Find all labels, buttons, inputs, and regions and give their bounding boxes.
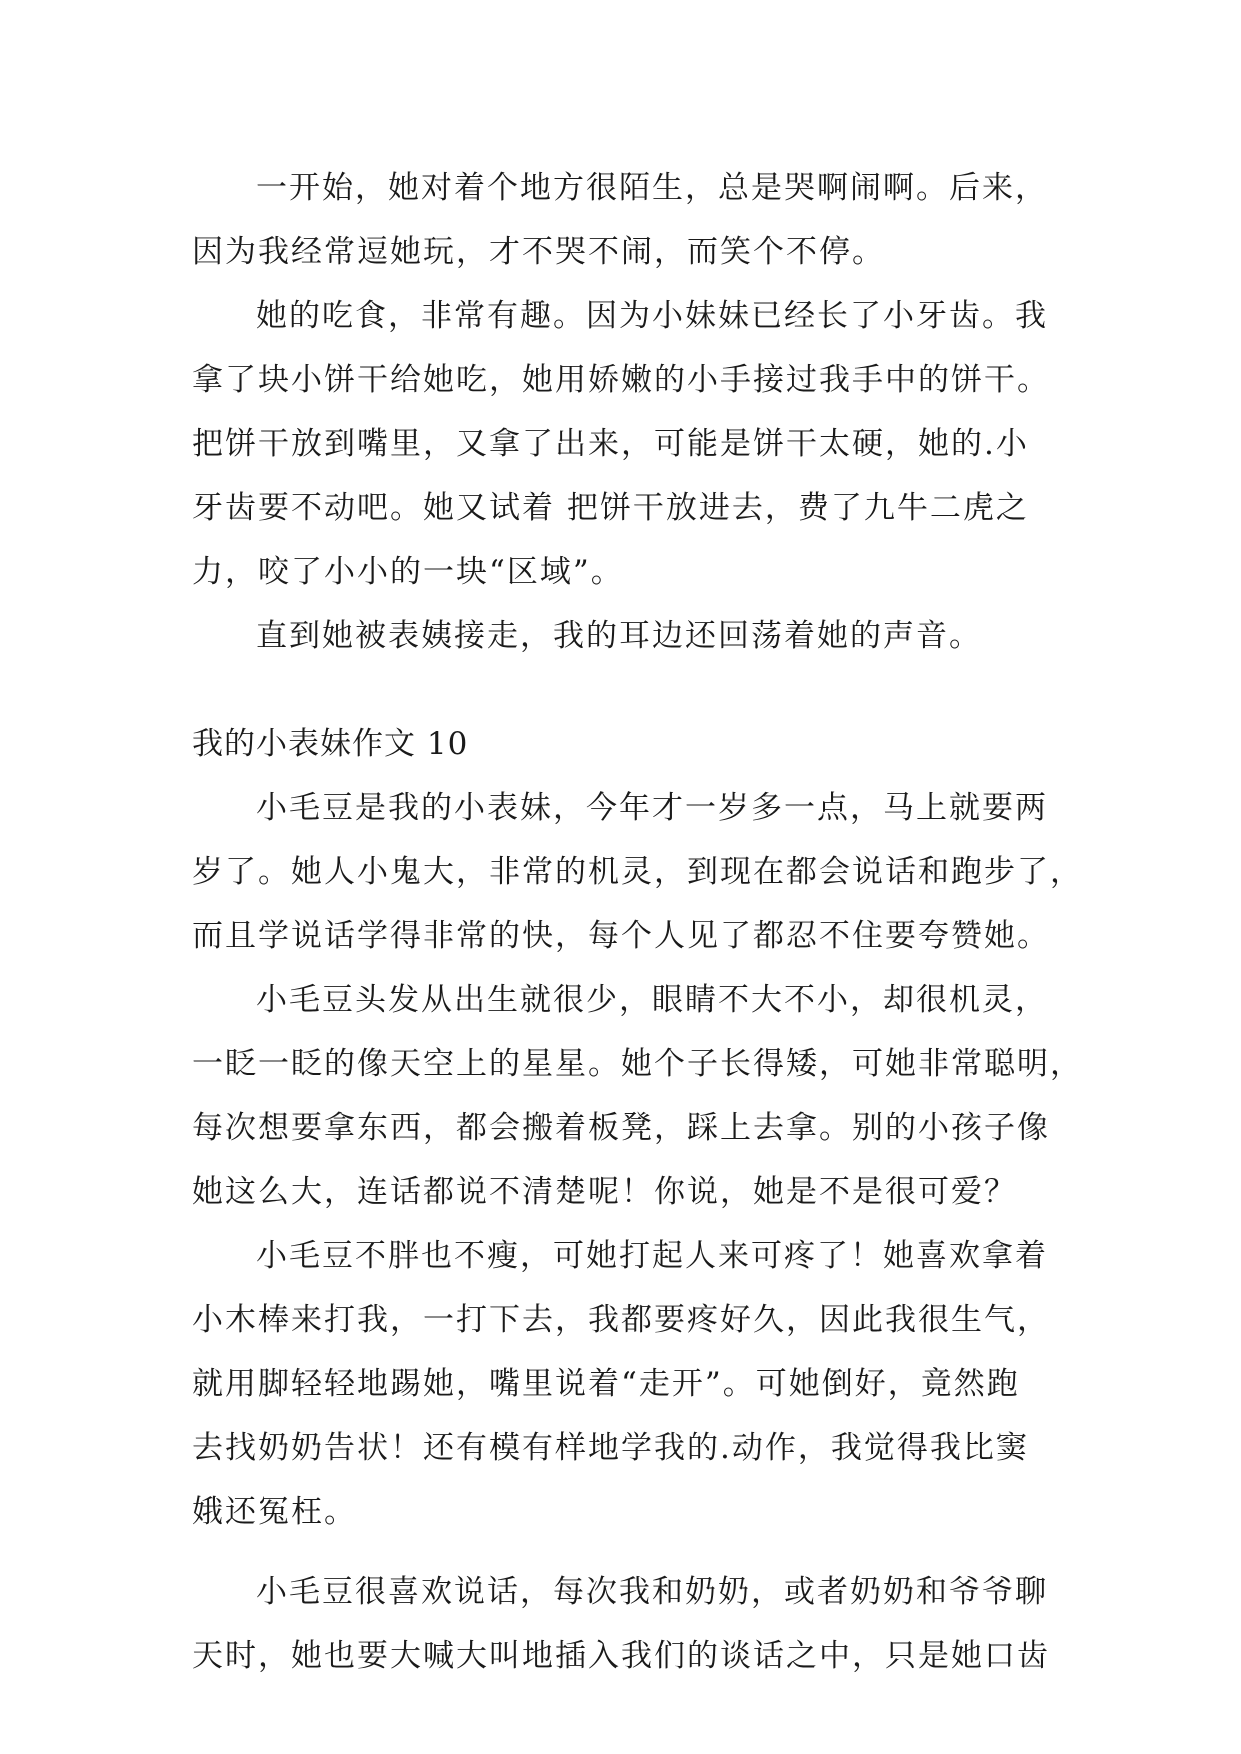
- paragraph-line: 小毛豆不胖也不瘦，可她打起人来可疼了！她喜欢拿着: [256, 1238, 1048, 1274]
- paragraph-line: 小毛豆是我的小表妹，今年才一岁多一点，马上就要两: [256, 790, 1048, 826]
- paragraph-line: 每次想要拿东西，都会搬着板凳，踩上去拿。别的小孩子像: [192, 1110, 1050, 1146]
- paragraph-line: 娥还冤枉。: [192, 1494, 357, 1530]
- section-heading: 我的小表妹作文 10: [192, 726, 469, 762]
- paragraph-line: 拿了块小饼干给她吃，她用娇嫩的小手接过我手中的饼干。: [192, 362, 1050, 398]
- paragraph-line: 她这么大，连话都说不清楚呢！你说，她是不是很可爱？: [192, 1174, 1017, 1210]
- paragraph-line: 天时，她也要大喊大叫地插入我们的谈话之中，只是她口齿: [192, 1638, 1050, 1674]
- paragraph-line: 小木棒来打我，一打下去，我都要疼好久，因此我很生气，: [192, 1302, 1050, 1338]
- paragraph-line: 小毛豆头发从出生就很少，眼睛不大不小，却很机灵，: [256, 982, 1048, 1018]
- paragraph-line: 力，咬了小小的一块“区域”。: [192, 554, 624, 590]
- paragraph-line: 她的吃食，非常有趣。因为小妹妹已经长了小牙齿。我: [256, 298, 1048, 334]
- paragraph-line: 因为我经常逗她玩，才不哭不闹，而笑个不停。: [192, 234, 885, 270]
- paragraph-line: 而且学说话学得非常的快，每个人见了都忍不住要夸赞她。: [192, 918, 1050, 954]
- paragraph-line: 小毛豆很喜欢说话，每次我和奶奶，或者奶奶和爷爷聊: [256, 1574, 1048, 1610]
- paragraph-line: 直到她被表姨接走，我的耳边还回荡着她的声音。: [256, 618, 982, 654]
- paragraph-line: 一开始，她对着个地方很陌生，总是哭啊闹啊。后来，: [256, 170, 1048, 206]
- paragraph-line: 把饼干放到嘴里，又拿了出来，可能是饼干太硬，她的.小: [192, 426, 1029, 462]
- paragraph-line: 去找奶奶告状！还有模有样地学我的.动作，我觉得我比窦: [192, 1430, 1029, 1466]
- paragraph-line: 岁了。她人小鬼大，非常的机灵，到现在都会说话和跑步了，: [192, 854, 1083, 890]
- paragraph-line: 牙齿要不动吧。她又试着 把饼干放进去，费了九牛二虎之: [192, 490, 1029, 526]
- paragraph-line: 一眨一眨的像天空上的星星。她个子长得矮，可她非常聪明，: [192, 1046, 1083, 1082]
- paragraph-line: 就用脚轻轻地踢她，嘴里说着“走开”。可她倒好，竟然跑: [192, 1366, 1020, 1402]
